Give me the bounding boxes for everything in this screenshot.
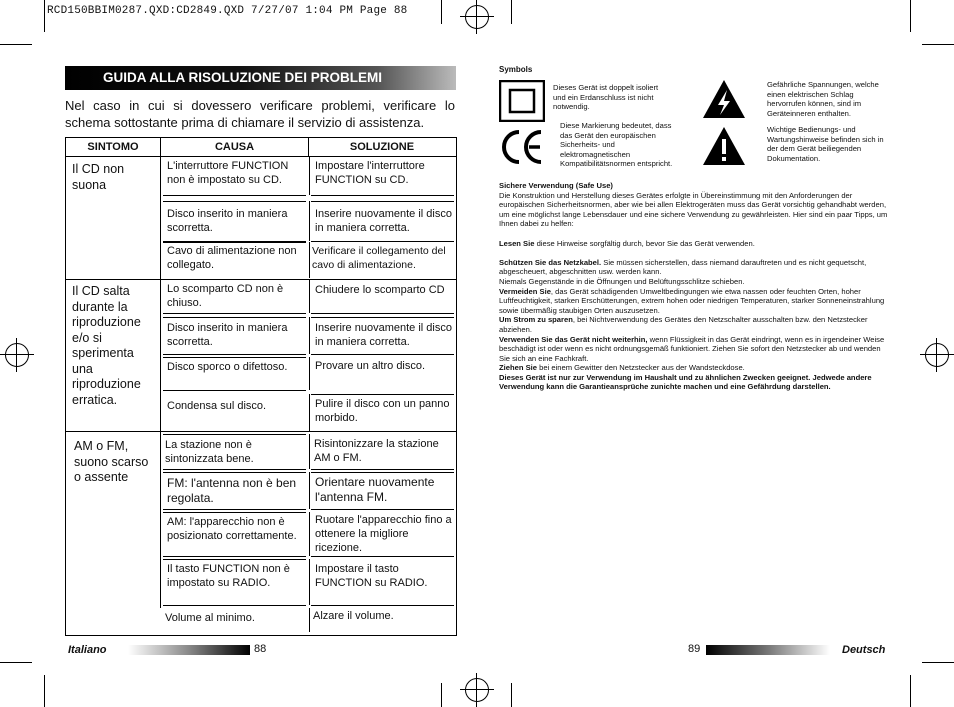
- power-bold: Um Strom zu sparen: [499, 315, 573, 325]
- row-rule: [163, 354, 306, 355]
- solution-cell: Impostare il tasto FUNCTION su RADIO.: [315, 563, 428, 589]
- crop-mark: [922, 44, 954, 45]
- row-rule: [163, 559, 306, 560]
- cause-cell: Il tasto FUNCTION non è impostato su RADIO.: [167, 563, 290, 589]
- read-bold: Lesen Sie: [499, 238, 535, 248]
- row-rule: [163, 390, 306, 391]
- section-title: GUIDA ALLA RISOLUZIONE DEI PROBLEMI: [103, 70, 382, 85]
- row-rule: [311, 354, 454, 355]
- cause-cell: FM: l'antenna non è ben regolata.: [167, 476, 297, 505]
- row-rule: [163, 242, 306, 243]
- solution-cell: Ruotare l'apparecchio fino a ottenere la migliore ricezione.: [315, 514, 452, 554]
- row-divider: [309, 201, 310, 241]
- troubleshooting-table: [65, 137, 457, 636]
- row-divider: [309, 512, 310, 556]
- protect-text: Sie müssen sicherstellen, dass niemand darauftreten und es nicht gequetscht, abgescheuert, abgeschnitten usw. werden kann.: [499, 257, 867, 277]
- double-insulation-icon: [499, 80, 545, 122]
- symbol-description: Diese Markierung bedeutet, dass das Gerät den europäischen Sicherheits- und elektromagnetischen Kompatibilitätsnormen entspricht.: [560, 121, 673, 169]
- footer-gradient-bar: [706, 645, 830, 655]
- solution-cell: Chiudere lo scomparto CD: [315, 284, 445, 296]
- symptom-divider: [160, 431, 161, 608]
- header-divider: [308, 138, 309, 156]
- caution-exclamation-icon: [701, 125, 747, 167]
- read-text: diese Hinweise sorgfältig durch, bevor Sie das Gerät verwenden.: [534, 238, 755, 248]
- row-rule: [163, 469, 306, 470]
- crop-mark: [0, 44, 32, 45]
- header-sintomo: SINTOMO: [87, 141, 139, 153]
- row-rule: [163, 434, 306, 435]
- row-rule: [311, 556, 454, 557]
- row-divider: [309, 156, 310, 195]
- symptom-divider: [160, 156, 161, 279]
- crop-mark: [0, 662, 32, 663]
- crop-mark: [441, 683, 442, 707]
- row-divider: [309, 357, 310, 390]
- solution-cell: Inserire nuovamente il disco in maniera corretta.: [315, 208, 452, 234]
- header-rule: [66, 156, 456, 157]
- intro-text-line1: Nel caso in cui si dovessero verificare problemi, verificare lo: [65, 98, 455, 113]
- symptom-cd-no-play: Il CD non suona: [72, 162, 125, 192]
- row-rule: [163, 201, 306, 202]
- symbol-description: Wichtige Bedienungs- und Wartungshinweise befinden sich in der dem Gerät beiliegenden Dokumentation.: [767, 125, 884, 163]
- intro-text-line2: schema sottostante prima di chiamare il servizio di assistenza.: [65, 115, 425, 130]
- solution-cell: Risintonizzare la stazione AM o FM.: [314, 438, 439, 464]
- cause-cell: Condensa sul disco.: [167, 400, 267, 412]
- section-title-bar: [65, 66, 456, 90]
- footer-language-italiano: Italiano: [68, 644, 107, 656]
- group-rule: [66, 279, 456, 280]
- never-text: Niemals Gegenstände in die Öffnungen und Belüftungsschlitze schieben.: [499, 276, 745, 286]
- row-rule: [163, 357, 306, 358]
- header-soluzione: SOLUZIONE: [349, 141, 415, 153]
- solution-cell: Impostare l'interruttore FUNCTION su CD.: [315, 160, 425, 186]
- row-divider: [309, 559, 310, 605]
- row-rule: [311, 605, 454, 606]
- row-rule: [311, 472, 454, 473]
- symbol-description: Gefährliche Spannungen, welche einen elektrischen Schlag hervorrufen können, sind im Geräteinneren enthalten.: [767, 80, 879, 118]
- row-rule: [311, 509, 454, 510]
- pull-text: bei einem Gewitter den Netzstecker aus der Wandsteckdose.: [536, 363, 745, 373]
- pull-bold: Ziehen Sie: [499, 363, 537, 373]
- row-rule: [311, 313, 454, 314]
- safe-use-text: Die Konstruktion und Herstellung dieses Gerätes erfolgte in Übereinstimmung mit den Anforderungen der europäischen Sicherheitsnormen, aber wie bei allen Elektrogeräten muss das Gerät vorsichtig gehandhabt werden, um eine möglichst lange Lebensdauer und eine sichere Verwendung zu gewährleisten. Hier sind ein paar Tipps, um Ihnen dabei zu helfen:: [499, 190, 888, 229]
- crop-mark: [44, 0, 45, 32]
- safe-use-heading: Sichere Verwendung (Safe Use): [499, 181, 613, 190]
- row-rule: [163, 472, 306, 473]
- row-rule: [163, 313, 306, 314]
- symptom-cd-skips: Il CD salta durante la riproduzione e/o si sperimenta una riproduzione erratica.: [72, 284, 141, 407]
- registration-mark-icon: [460, 673, 494, 707]
- registration-mark-icon: [0, 338, 34, 372]
- registration-mark-icon: [460, 0, 494, 34]
- cause-cell: Disco inserito in maniera scorretta.: [167, 322, 288, 348]
- print-slug: RCD150BBIM0287.QXD:CD2849.QXD 7/27/07 1:04 PM Page 88: [47, 5, 408, 17]
- cause-cell: L'interruttore FUNCTION non è impostato su CD.: [167, 160, 289, 186]
- cause-cell: AM: l'apparecchio non è posizionato correttamente.: [167, 516, 297, 542]
- solution-cell: Provare un altro disco.: [315, 360, 426, 372]
- row-rule: [163, 317, 306, 318]
- row-rule: [163, 512, 306, 513]
- symbol-description: Dieses Gerät ist doppelt isoliert und ein Erdanschluss ist nicht notwendig.: [553, 83, 659, 112]
- row-rule: [311, 241, 454, 242]
- crop-mark: [922, 662, 954, 663]
- ce-mark-icon: [499, 128, 545, 166]
- crop-mark: [511, 0, 512, 24]
- cause-cell: Volume al minimo.: [165, 612, 255, 624]
- row-rule: [311, 394, 454, 395]
- safe-use-section: [499, 181, 891, 392]
- solution-cell: Pulire il disco con un panno morbido.: [315, 398, 450, 424]
- row-divider: [309, 472, 310, 509]
- row-rule: [163, 509, 306, 510]
- crop-mark: [44, 675, 45, 707]
- page-number-right: 89: [688, 643, 701, 655]
- use-bold: Verwenden Sie das Gerät nicht weiterhin,: [499, 334, 648, 344]
- cause-cell: Disco sporco o difettoso.: [167, 361, 288, 373]
- row-rule: [163, 605, 306, 606]
- solution-cell: Orientare nuovamente l'antenna FM.: [315, 475, 435, 504]
- row-divider: [309, 279, 310, 313]
- row-rule: [163, 195, 306, 196]
- avoid-text: , das Gerät schädigenden Umweltbedingungen wie etwa nassen oder feuchten Orten, hoher Luftfeuchtigkeit, starken Erschütterungen, extrem hohen oder niedrigen Temperaturen, starker Sonneneinstrahlung sowie übermäßig staubigen Orten auszusetzen.: [499, 286, 885, 315]
- solution-cell: Inserire nuovamente il disco in maniera corretta.: [315, 322, 452, 348]
- crop-mark: [441, 0, 442, 24]
- registration-mark-icon: [920, 338, 954, 372]
- header-causa: CAUSA: [214, 141, 255, 153]
- crop-mark: [910, 0, 911, 32]
- group-rule: [66, 431, 456, 432]
- page-number-left: 88: [254, 643, 267, 655]
- row-divider: [309, 394, 310, 431]
- symbols-heading: Symbols: [499, 65, 533, 74]
- row-rule: [311, 195, 454, 196]
- avoid-bold: Vermeiden Sie: [499, 286, 551, 296]
- protect-bold: Schützen Sie das Netzkabel.: [499, 257, 602, 267]
- final-bold: Dieses Gerät ist nur zur Verwendung im Haushalt und zu ähnlichen Zwecken geeignet. Jedwede andere Verwendung kann die Garantieansprüche zunichte machen und eine Gefährdung darstellen.: [499, 372, 872, 392]
- row-divider: [309, 434, 310, 469]
- cause-cell: La stazione non è sintonizzata bene.: [165, 439, 254, 465]
- power-text: , bei Nichtverwendung des Gerätes den Netzschalter ausschalten bzw. den Netzstecker abziehen.: [499, 315, 868, 334]
- cause-cell: Disco inserito in maniera scorretta.: [167, 208, 288, 234]
- solution-cell: Alzare il volume.: [313, 610, 394, 622]
- footer-gradient-bar: [128, 645, 250, 655]
- row-rule: [311, 317, 454, 318]
- footer-language-deutsch: Deutsch: [842, 644, 886, 656]
- crop-mark: [910, 675, 911, 707]
- header-divider: [160, 138, 161, 156]
- symptom-am-fm: AM o FM, suono scarso o assente: [74, 439, 149, 484]
- row-rule: [311, 469, 454, 470]
- solution-cell: Verificare il collegamento del cavo di alimentazione.: [312, 245, 446, 271]
- cause-cell: Cavo di alimentazione non collegato.: [167, 245, 297, 271]
- row-rule: [311, 201, 454, 202]
- row-rule: [163, 556, 306, 557]
- use-text: wenn Flüssigkeit in das Gerät eindringt, wenn es in irgendeiner Weise beschädigt ist oder wenn es nicht ordnungsgemäß funktioniert. Ziehen Sie sofort den Netzstecker ab und wenden Sie sich an eine Fachkraft.: [499, 334, 885, 363]
- row-divider: [309, 317, 310, 354]
- symptom-divider: [160, 279, 161, 431]
- crop-mark: [511, 683, 512, 707]
- row-divider: [309, 242, 310, 278]
- cause-cell: Lo scomparto CD non è chiuso.: [167, 283, 284, 309]
- row-divider: [309, 608, 310, 632]
- electric-shock-warning-icon: [701, 78, 747, 120]
